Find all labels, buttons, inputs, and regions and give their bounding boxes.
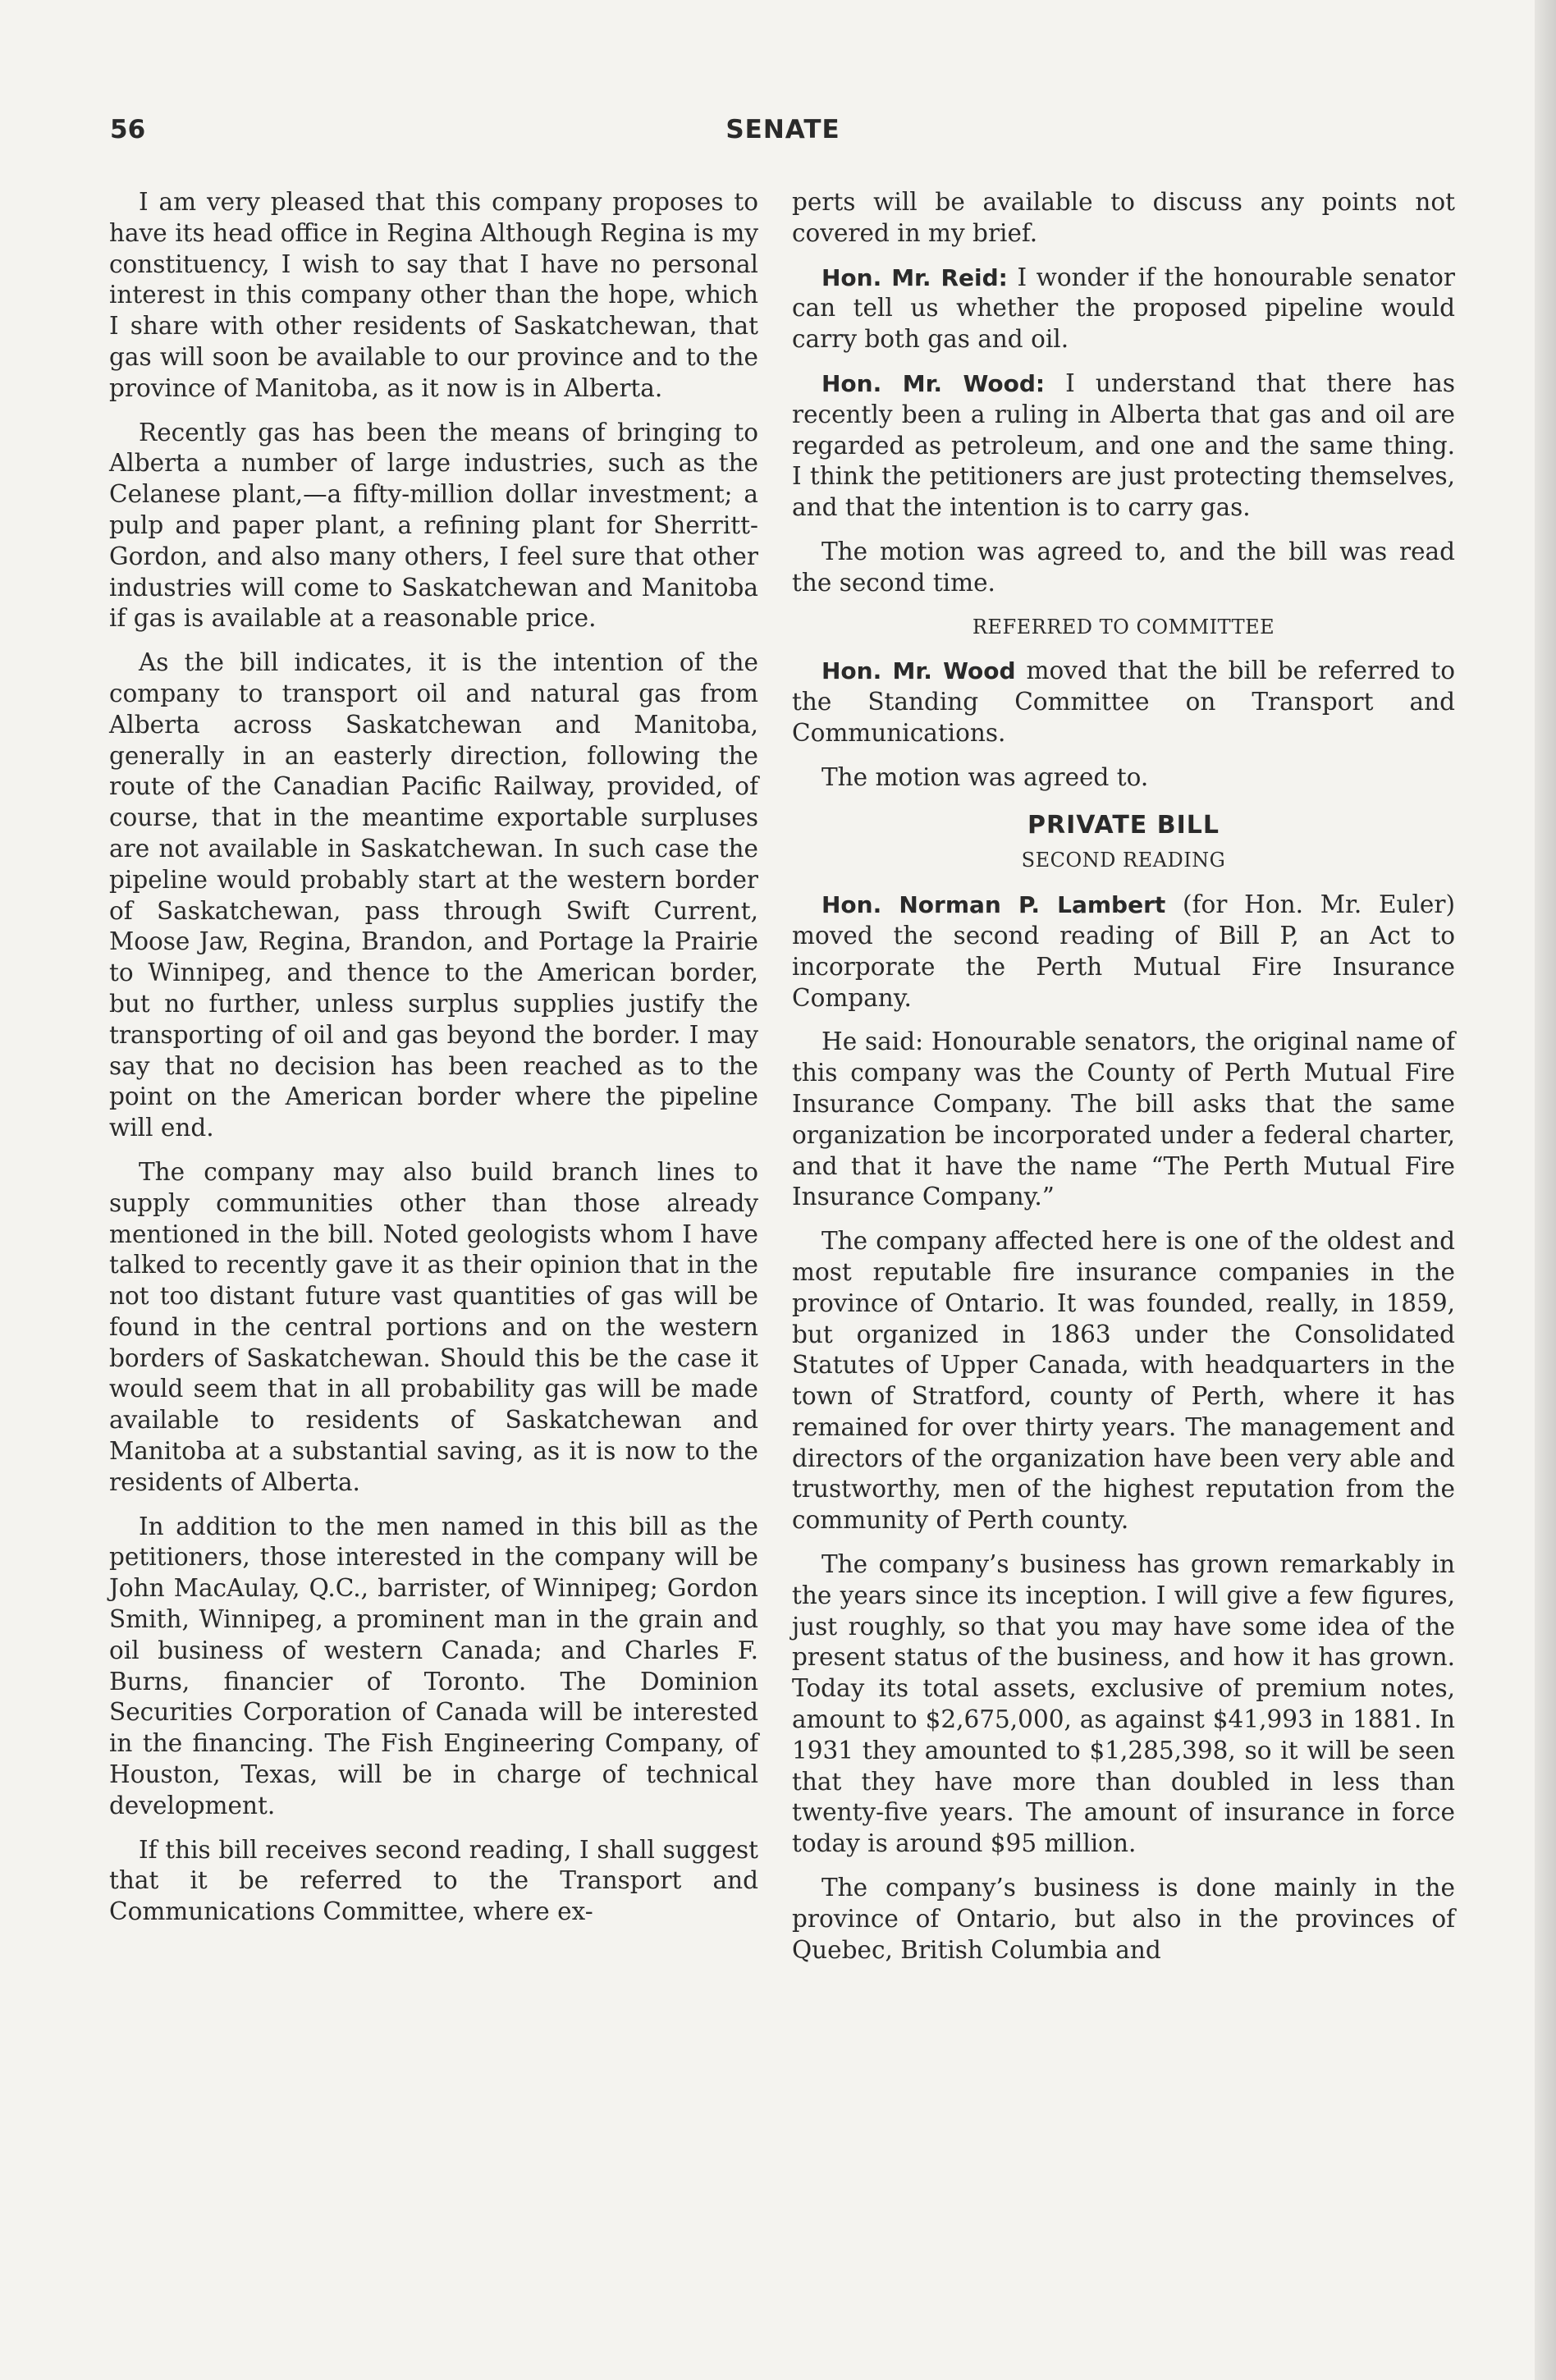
paragraph: The company’s business has grown remarkably in the years since its inception. I will give a few figures, just roughly, so that you may have some idea of the present status of the business, and how it has grown. Today its total assets, exclusive of premium notes, amount to $2,675,000, as against $41,993 in 1881. In 1931 they amounted to $1,285,398, so it will be seen that they have more than doubled in less than twenty-five years. The amount of insurance in force today is around $95 million. <box>792 1550 1455 1858</box>
speaker-name: Hon. Mr. Reid: <box>821 263 1008 291</box>
speech-text: (for Hon. Mr. Euler) moved the second reading of Bill P, an Act to incorporate the Perth Mutual Fire Insurance Company. <box>792 890 1455 1012</box>
speech-text: I wonder if the honourable senator can tell us whether the proposed pipeline would carry both gas and oil. <box>792 263 1455 354</box>
referred-to-committee-heading: REFERRED TO COMMITTEE <box>972 615 1275 638</box>
right-column <box>792 187 1455 1979</box>
private-bill-heading: PRIVATE BILL <box>1027 810 1220 840</box>
motion-agreed: The motion was agreed to, and the bill was read the second time. <box>792 537 1455 597</box>
speech-text: I understand that there has recently been a ruling in Alberta that gas and oil are regarded as petroleum, and one and the same thing. I think the petitioners are just protecting themselves, and that the intention is to carry gas. <box>792 368 1456 522</box>
paragraph: The company affected here is one of the oldest and most reputable fire insurance companies in the province of Ontario. It was founded, really, in 1859, but organized in 1863 under the Consolidated Statutes of Upper Canada, with headquarters in the town of Stratford, county of Perth, where it has remained for over thirty years. The management and directors of the organization have been very able and trustworthy, men of the highest reputation from the community of Perth county. <box>792 1227 1455 1535</box>
left-column <box>109 187 758 1941</box>
speaker-name: Hon. Mr. Wood: <box>821 369 1046 397</box>
speech-lambert <box>792 890 1455 1014</box>
speech-wood <box>792 368 1455 524</box>
page-header <box>110 115 1456 164</box>
paragraph: He said: Honourable senators, the original name of this company was the County of Perth Mutual Fire Insurance Company. The bill asks that the same organization be incorporated under a federal charter, and that it have the name “The Perth Mutual Fire Insurance Company.” <box>792 1028 1455 1211</box>
scan-edge <box>1535 0 1556 2380</box>
paragraph: If this bill receives second reading, I shall suggest that it be referred to the Transport and Communications Committee, where ex- <box>109 1835 758 1926</box>
speech-reid <box>792 263 1455 355</box>
continuation-paragraph: perts will be available to discuss any points not covered in my brief. <box>792 188 1455 247</box>
page-number: 56 <box>110 115 146 144</box>
paragraph: I am very pleased that this company proposes to have its head office in Regina Although Regina is my constituency, I wish to say that I have no personal interest in this company other than the hope, which I share with other residents of Saskatchewan, that gas will soon be available to our province and to the province of Manitoba, as it now is in Alberta. <box>109 188 758 402</box>
paragraph: Recently gas has been the means of bringing to Alberta a number of large industries, such as the Celanese plant,—a fifty-million dollar investment; a pulp and paper plant, a refining plant for Sherritt-Gordon, and also many others, I feel sure that other industries will come to Saskatchewan and Manitoba if gas is available at a reasonable price. <box>109 418 758 633</box>
running-head: SENATE <box>725 115 840 144</box>
paragraph: The company’s business is done mainly in the province of Ontario, but also in the provinces of Quebec, British Columbia and <box>792 1874 1455 1964</box>
paragraph: In addition to the men named in this bill as the petitioners, those interested in the company will be John MacAulay, Q.C., barrister, of Winnipeg; Gordon Smith, Winnipeg, a prominent man in the grain and oil business of western Canada; and Charles F. Burns, financier of Toronto. The Dominion Securities Corporation of Canada will be interested in the financing. The Fish Engineering Company, of Houston, Texas, will be in charge of technical development. <box>109 1512 758 1819</box>
paragraph: The company may also build branch lines to supply communities other than those already mentioned in the bill. Noted geologists whom I have talked to recently gave it as their opinion that in the not too distant future vast quantities of gas will be found in the central portions and on the western borders of Saskatchewan. Should this be the case it would seem that in all probability gas will be made available to residents of Saskatchewan and Manitoba at a substantial saving, as it is now to the residents of Alberta. <box>109 1157 758 1496</box>
speaker-name: Hon. Norman P. Lambert <box>821 891 1166 919</box>
speech-wood-moved <box>792 656 1455 748</box>
paragraph: As the bill indicates, it is the intention of the company to transport oil and natural gas from Alberta across Saskatchewan and Manitoba, generally in an easterly direction, following the route of the Canadian Pacific Railway, provided, of course, that in the meantime exportable surpluses are not available in Saskatchewan. In such case the pipeline would probably start at the western border of Saskatchewan, pass through Swift Current, Moose Jaw, Regina, Brandon, and Portage la Prairie to Winnipeg, and thence to the American border, but no further, unless surplus supplies justify the transporting of oil and gas beyond the border. I may say that no decision has been reached as to the point on the American border where the pipeline will end. <box>109 648 758 1142</box>
motion-agreed: The motion was agreed to. <box>821 762 1149 791</box>
speech-text: moved that the bill be referred to the Standing Committee on Transport and Communications. <box>792 657 1455 747</box>
second-reading-heading: SECOND READING <box>1021 849 1226 872</box>
speaker-name: Hon. Mr. Wood <box>821 657 1016 685</box>
